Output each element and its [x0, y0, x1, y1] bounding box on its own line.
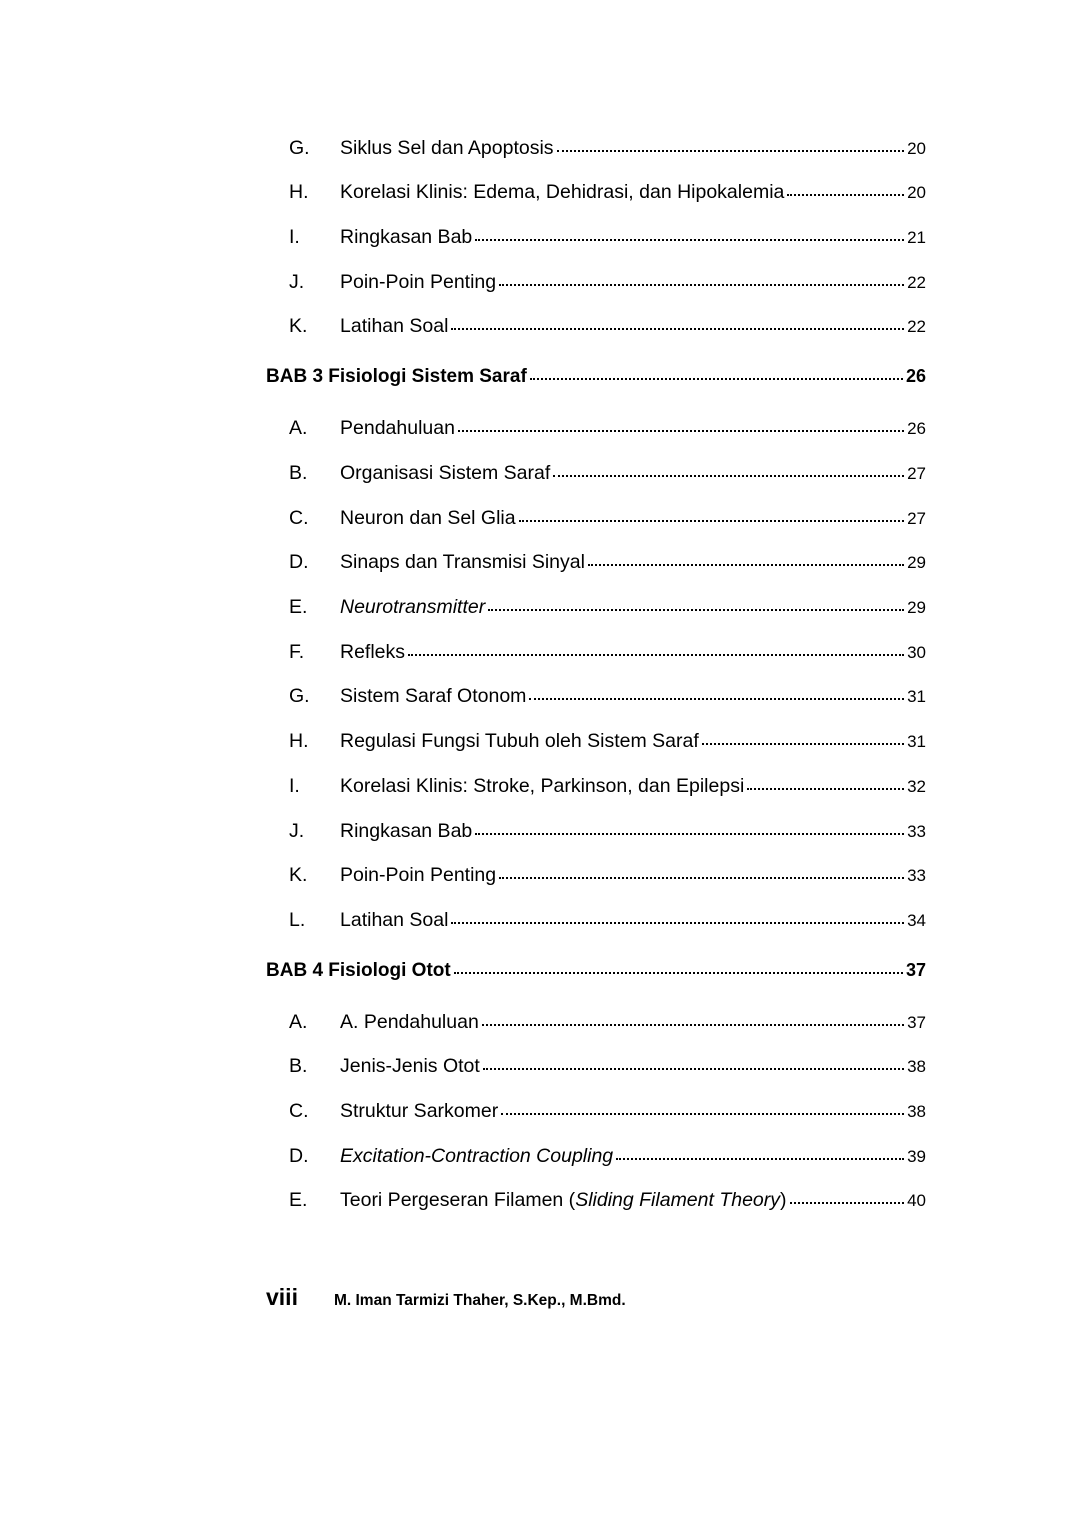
- toc-entry[interactable]: [266, 1100, 926, 1130]
- entry-title: Siklus Sel dan Apoptosis: [340, 137, 554, 159]
- entry-page: 33: [907, 866, 926, 885]
- entry-page: 39: [907, 1147, 926, 1166]
- chapter-page: 37: [905, 960, 926, 980]
- toc-entry[interactable]: [266, 641, 926, 671]
- entry-title: Pendahuluan: [340, 417, 455, 439]
- entry-page: 26: [907, 419, 926, 438]
- entry-title: Sistem Saraf Otonom: [340, 685, 527, 707]
- toc-chapter-bab4[interactable]: [266, 960, 926, 990]
- entry-page: 40: [907, 1191, 926, 1210]
- entry-title: Refleks: [340, 641, 406, 663]
- entry-letter: A.: [289, 1011, 308, 1033]
- toc-entry[interactable]: [266, 1055, 926, 1085]
- entry-title-italic: Sliding Filament Theory: [575, 1189, 781, 1211]
- dot-leader: [747, 787, 904, 790]
- chapter-title: BAB 3 Fisiologi Sistem Saraf: [266, 366, 527, 387]
- toc-entry[interactable]: [266, 596, 926, 626]
- dot-leader: [499, 283, 904, 286]
- entry-title: Latihan Soal: [340, 315, 449, 337]
- entry-title: Neuron dan Sel Glia: [340, 507, 516, 529]
- entry-title: A. Pendahuluan: [340, 1011, 479, 1033]
- entry-page: 20: [907, 139, 926, 158]
- entry-page: 27: [907, 509, 926, 528]
- dot-leader: [454, 971, 903, 974]
- entry-letter: L.: [289, 909, 306, 931]
- entry-page: 37: [907, 1013, 926, 1032]
- entry-letter: F.: [289, 641, 305, 663]
- toc-entry[interactable]: [266, 271, 926, 301]
- entry-letter: D.: [289, 551, 309, 573]
- entry-letter: I.: [289, 226, 300, 248]
- dot-leader: [483, 1067, 904, 1070]
- dot-leader: [482, 1023, 904, 1026]
- toc-entry[interactable]: [266, 137, 926, 167]
- entry-page: 34: [907, 911, 926, 930]
- entry-title: Struktur Sarkomer: [340, 1100, 499, 1122]
- entry-title: Korelasi Klinis: Edema, Dehidrasi, dan Hipokalemia: [340, 181, 785, 203]
- dot-leader: [451, 921, 904, 924]
- entry-page: 27: [907, 464, 926, 483]
- dot-leader: [501, 1112, 904, 1115]
- entry-letter: B.: [289, 1055, 308, 1077]
- dot-leader: [499, 876, 904, 879]
- toc-entry[interactable]: [266, 1011, 926, 1041]
- toc-chapter-bab3[interactable]: [266, 366, 926, 396]
- dot-leader: [790, 1201, 905, 1204]
- footer-author: M. Iman Tarmizi Thaher, S.Kep., M.Bmd.: [333, 1292, 626, 1309]
- dot-leader: [530, 377, 903, 380]
- entry-letter: C.: [289, 507, 309, 529]
- dot-leader: [451, 327, 904, 330]
- dot-leader: [553, 474, 904, 477]
- entry-page: 38: [907, 1102, 926, 1121]
- dot-leader: [408, 653, 904, 656]
- dot-leader: [458, 429, 904, 432]
- dot-leader: [787, 193, 904, 196]
- entry-page: 38: [907, 1057, 926, 1076]
- entry-title: Ringkasan Bab: [340, 820, 473, 842]
- toc-entry[interactable]: [266, 685, 926, 715]
- entry-letter: J.: [289, 820, 305, 842]
- toc-entry[interactable]: [266, 551, 926, 581]
- dot-leader: [519, 519, 904, 522]
- entry-page: 29: [907, 598, 926, 617]
- entry-title: Regulasi Fungsi Tubuh oleh Sistem Saraf: [340, 730, 699, 752]
- entry-letter: B.: [289, 462, 308, 484]
- toc-entry[interactable]: [266, 909, 926, 939]
- toc-entry[interactable]: [266, 1145, 926, 1175]
- entry-letter: I.: [289, 775, 300, 797]
- entry-letter: G.: [289, 685, 310, 707]
- entry-title: Poin-Poin Penting: [340, 271, 497, 293]
- entry-letter: E.: [289, 596, 308, 618]
- toc-entry[interactable]: [266, 730, 926, 760]
- entry-letter: A.: [289, 417, 308, 439]
- entry-title: Latihan Soal: [340, 909, 449, 931]
- toc-entry[interactable]: [266, 181, 926, 211]
- toc-entry[interactable]: [266, 775, 926, 805]
- entry-page: 32: [907, 777, 926, 796]
- entry-letter: K.: [289, 315, 308, 337]
- entry-letter: C.: [289, 1100, 309, 1122]
- entry-title: Jenis-Jenis Otot: [340, 1055, 480, 1077]
- entry-title: Neurotransmitter: [340, 596, 486, 618]
- entry-letter: D.: [289, 1145, 309, 1167]
- dot-leader: [557, 149, 905, 152]
- entry-page: 22: [907, 273, 926, 292]
- entry-page: 30: [907, 643, 926, 662]
- entry-title: [340, 1189, 787, 1212]
- entry-title: Poin-Poin Penting: [340, 864, 497, 886]
- toc-entry[interactable]: [266, 462, 926, 492]
- toc-entry[interactable]: [266, 507, 926, 537]
- chapter-title: BAB 4 Fisiologi Otot: [266, 960, 451, 981]
- dot-leader: [529, 697, 904, 700]
- entry-page: 33: [907, 822, 926, 841]
- dot-leader: [475, 832, 904, 835]
- entry-title-text-end: ): [780, 1189, 787, 1211]
- toc-entry[interactable]: [266, 417, 926, 447]
- entry-title-text: Teori Pergeseran Filamen (: [340, 1189, 576, 1211]
- entry-title: Korelasi Klinis: Stroke, Parkinson, dan Epilepsi: [340, 775, 745, 797]
- toc-entry[interactable]: [266, 315, 926, 345]
- chapter-page: 26: [905, 366, 926, 386]
- entry-title: Organisasi Sistem Saraf: [340, 462, 551, 484]
- entry-title: Sinaps dan Transmisi Sinyal: [340, 551, 585, 573]
- entry-page: 31: [907, 732, 926, 751]
- dot-leader: [488, 608, 904, 611]
- entry-page: 29: [907, 553, 926, 572]
- entry-letter: G.: [289, 137, 310, 159]
- dot-leader: [475, 238, 904, 241]
- entry-page: 22: [907, 317, 926, 336]
- entry-letter: H.: [289, 730, 309, 752]
- entry-letter: K.: [289, 864, 308, 886]
- dot-leader: [588, 563, 904, 566]
- entry-letter: H.: [289, 181, 309, 203]
- dot-leader: [702, 742, 904, 745]
- entry-letter: E.: [289, 1189, 308, 1211]
- entry-page: 31: [907, 687, 926, 706]
- entry-title: Ringkasan Bab: [340, 226, 473, 248]
- entry-page: 21: [907, 228, 926, 247]
- toc-entry[interactable]: [266, 820, 926, 850]
- toc-entry[interactable]: [266, 1189, 926, 1219]
- entry-title: Excitation-Contraction Coupling: [340, 1145, 614, 1167]
- toc-entry[interactable]: [266, 864, 926, 894]
- entry-page: 20: [907, 183, 926, 202]
- toc-entry[interactable]: [266, 226, 926, 256]
- page-number: viii: [266, 1284, 298, 1310]
- dot-leader: [616, 1157, 904, 1160]
- entry-letter: J.: [289, 271, 305, 293]
- page-footer: [266, 1284, 626, 1311]
